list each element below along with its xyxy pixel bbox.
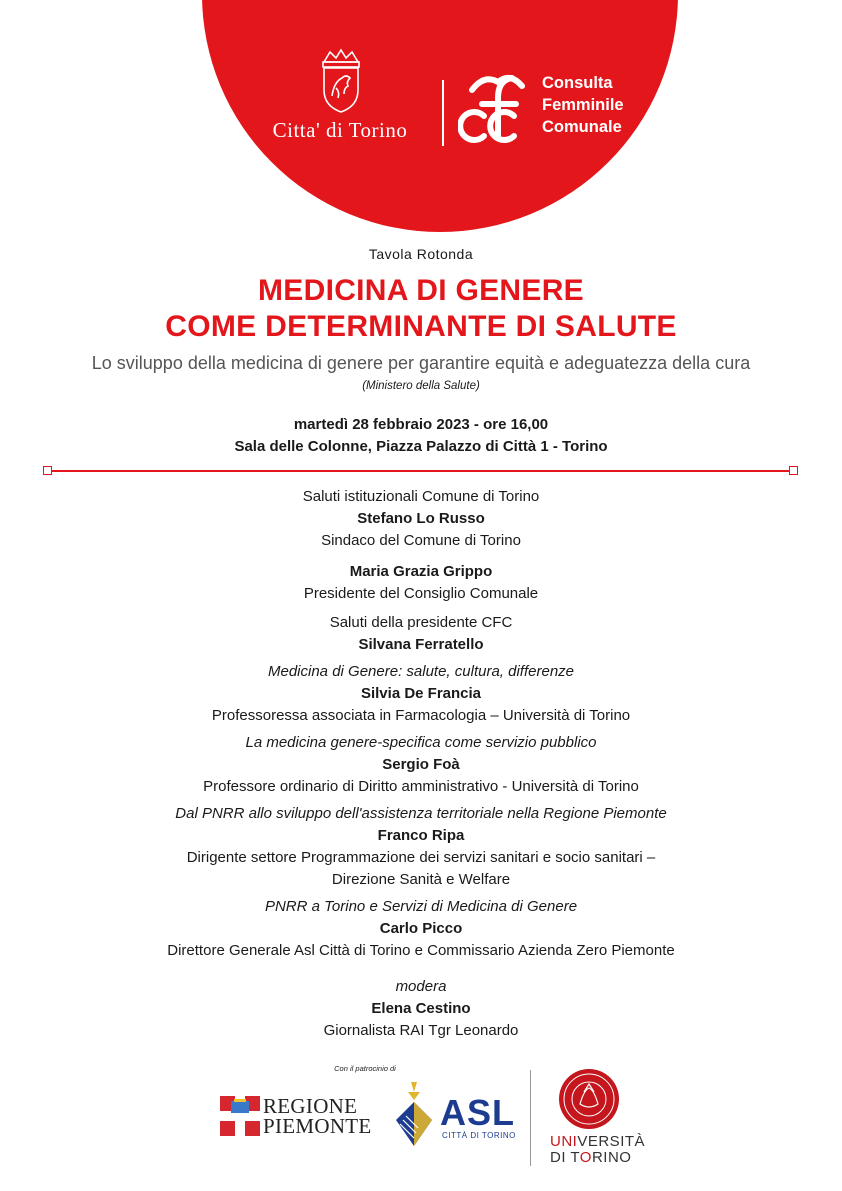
speaker-name: Franco Ripa [377,827,465,844]
speaker-name: Maria Grazia Grippo [349,563,493,580]
unito-line2-a: DI T [550,1149,580,1166]
unito-name [550,1134,645,1166]
speaker-role: Professore ordinario di Diritto amministrativo - Università di Torino [203,778,639,795]
talk-topic: Medicina di Genere: salute, cultura, differenze [268,663,574,680]
speaker-role: Direttore Generale Asl Città di Torino e Commissario Azienda Zero Piemonte [167,942,675,959]
cfc-name-line: Femminile [542,96,624,114]
program-intro: Saluti della presidente CFC [329,614,513,631]
talk-topic: Dal PNRR allo sviluppo dell'assistenza territoriale nella Regione Piemonte [175,805,667,822]
program-item [0,561,842,605]
program-item [0,896,842,962]
cfc-name-line: Comunale [542,118,622,136]
unito-line2-b: RINO [591,1149,632,1166]
city-logo-text: Citta' di Torino [272,118,408,142]
speaker-role: Direzione Sanità e Welfare [331,871,511,888]
speaker-role: Professoressa associata in Farmacologia – Università di Torino [211,707,631,724]
speaker-role: Sindaco del Comune di Torino [321,532,521,549]
cfc-logo-icon [458,70,534,146]
event-title-line2: COME DETERMINANTE DI SALUTE [165,310,677,343]
moderator-block [0,976,842,1042]
speaker-role: Presidente del Consiglio Comunale [303,585,539,602]
event-location: Sala delle Colonne, Piazza Palazzo di Città 1 - Torino [234,438,608,455]
talk-topic: La medicina genere-specifica come servizio pubblico [245,734,597,751]
separator-line [50,470,792,472]
footer-divider [530,1070,531,1166]
event-subtitle: Lo sviluppo della medicina di genere per garantire equità e adeguatezza della cura [91,353,751,373]
event-kicker: Tavola Rotonda [368,246,474,262]
unito-line1-rest: VERSITÀ [577,1133,646,1150]
program-intro: Saluti istituzionali Comune di Torino [302,488,540,505]
program-item [0,486,842,552]
program-item [0,803,842,891]
program-item [0,732,842,798]
regione-piemonte-logo-icon [220,1096,260,1136]
talk-topic: PNRR a Torino e Servizi di Medicina di Genere [264,898,578,915]
asl-name: ASL [440,1092,515,1133]
program-item [0,612,842,656]
unito-line2-red: O [579,1149,592,1166]
speaker-name: Carlo Picco [379,920,463,937]
moderator-role: Giornalista RAI Tgr Leonardo [323,1022,519,1039]
regione-line: PIEMONTE [263,1114,372,1138]
program-item [0,661,842,727]
cfc-name [542,72,624,138]
unito-seal-icon [558,1068,620,1130]
unito-line2 [550,1150,645,1166]
speaker-name: Silvia De Francia [360,685,482,702]
separator-left-square [43,466,52,475]
speaker-name: Stefano Lo Russo [357,510,485,527]
patronage-label: Con il patrocinio di [334,1064,396,1073]
event-source: (Ministero della Salute) [362,380,480,392]
header-divider [442,80,444,146]
asl-subtitle: CITTÀ DI TORINO [442,1131,516,1140]
regione-line: REGIONE [263,1094,358,1118]
moderator-name: Elena Cestino [371,1000,471,1017]
cfc-name-line: Consulta [542,74,613,92]
city-crest-icon [316,48,366,114]
event-datetime: martedì 28 febbraio 2023 - ore 16,00 [293,416,549,433]
unito-line1-red: UNI [550,1133,578,1150]
unito-line1 [550,1134,645,1150]
event-title-line1: MEDICINA DI GENERE [258,274,584,307]
asl-logo-icon [394,1080,436,1150]
regione-piemonte-name [263,1096,372,1136]
speaker-name: Sergio Foà [382,756,460,773]
separator-right-square [789,466,798,475]
speaker-name: Silvana Ferratello [358,636,484,653]
speaker-role: Dirigente settore Programmazione dei servizi sanitari e socio sanitari – [186,849,656,866]
moderator-label: modera [395,978,447,995]
